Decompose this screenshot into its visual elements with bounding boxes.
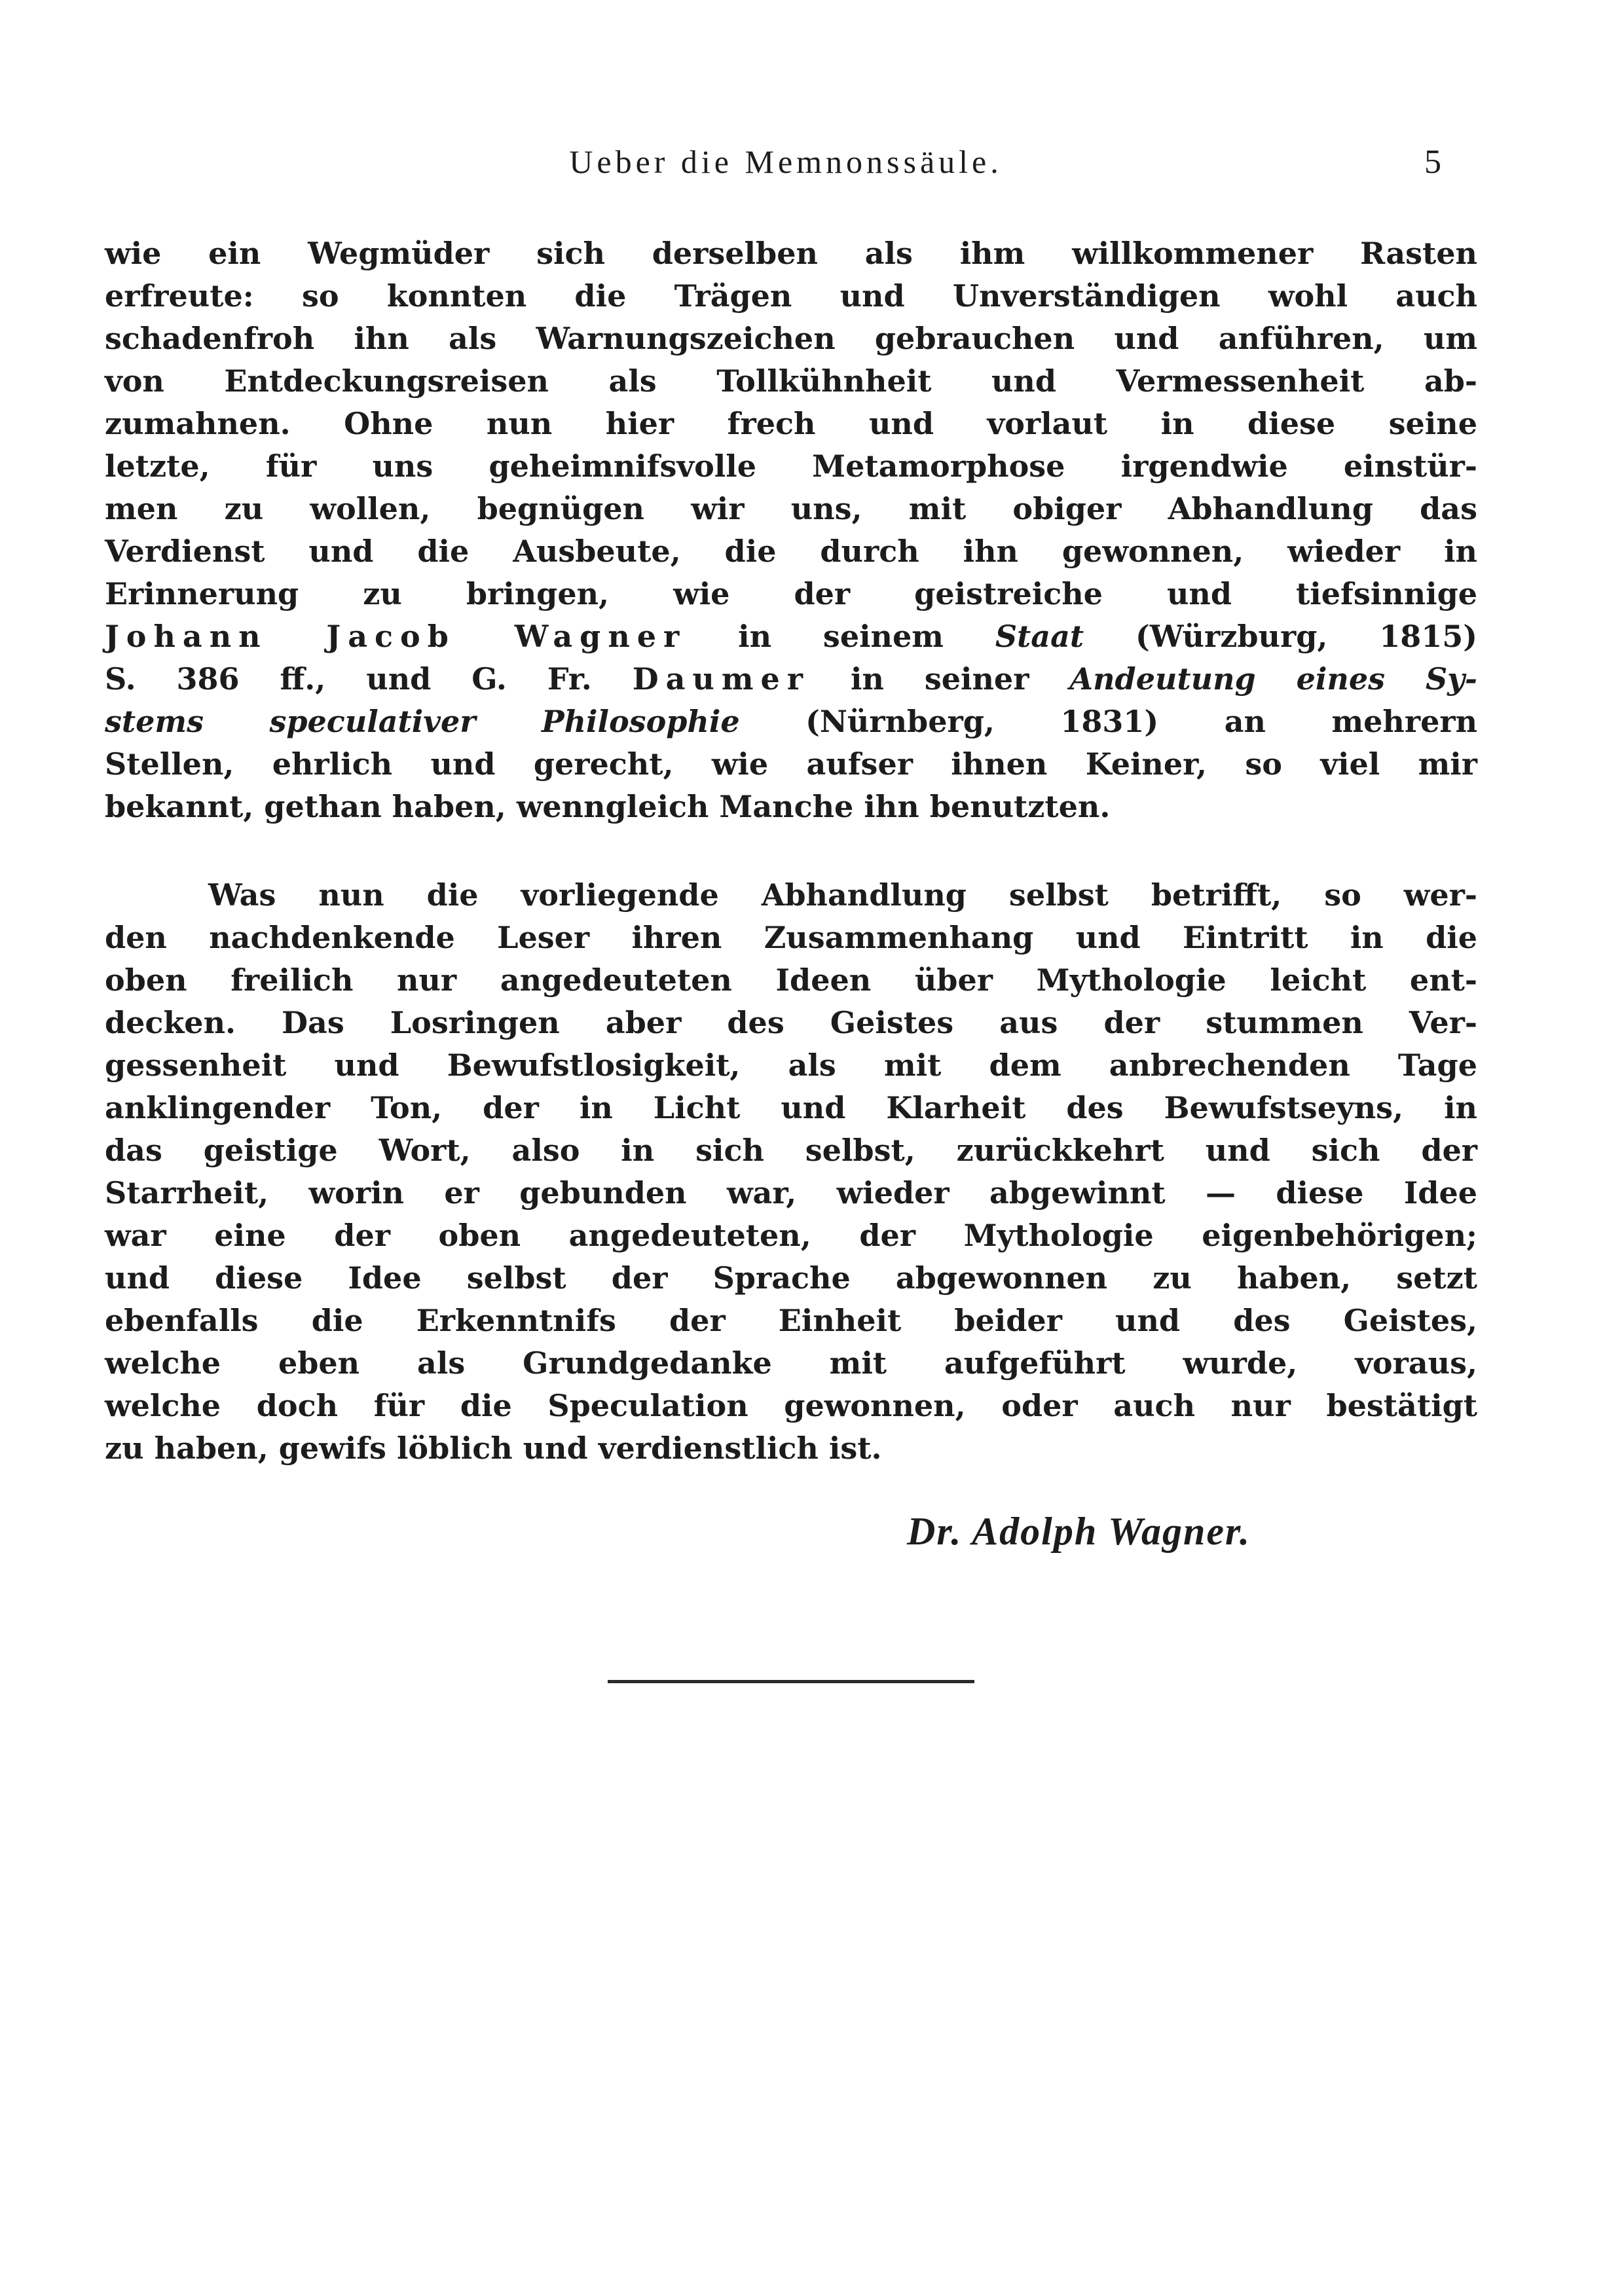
text-fragment: S. 386 ff., und G. Fr. <box>105 661 592 697</box>
text-line: Starrheit, worin er gebunden war, wieder abgewinnt — diese Idee <box>105 1175 1477 1211</box>
text-line <box>105 615 1477 658</box>
text-line: welche eben als Grundgedanke mit aufgeführt wurde, voraus, <box>105 1345 1477 1381</box>
author-name: Johann Jacob Wagner <box>105 619 687 654</box>
paragraph-1 <box>105 232 1477 828</box>
work-title: stems speculativer Philosophie <box>105 704 740 739</box>
text-line: oben freilich nur angedeuteten Ideen über Mythologie leicht ent- <box>105 962 1477 998</box>
text-line: den nachdenkende Leser ihren Zusammenhang und Eintritt in die <box>105 920 1477 955</box>
author-name: Daumer <box>632 661 811 697</box>
text-line: zu haben, gewifs löblich und verdienstlich ist. <box>105 1430 882 1466</box>
work-title: Staat <box>995 619 1084 654</box>
paragraph-2 <box>105 874 1477 1470</box>
text-line: Was nun die vorliegende Abhandlung selbst betrifft, so wer- <box>208 877 1477 913</box>
text-line: men zu wollen, begnügen wir uns, mit obiger Abhandlung das <box>105 491 1477 526</box>
text-fragment: in seiner <box>850 661 1029 697</box>
text-line <box>105 701 1477 743</box>
text-line: Verdienst und die Ausbeute, die durch ihn gewonnen, wieder in <box>105 534 1477 569</box>
page-number: 5 <box>1424 143 1441 181</box>
text-line: welche doch für die Speculation gewonnen, oder auch nur bestätigt <box>105 1388 1477 1423</box>
text-line: Stellen, ehrlich und gerecht, wie aufser ihnen Keiner, so viel mir <box>105 746 1477 782</box>
author-signature: Dr. Adolph Wagner. <box>907 1510 1251 1553</box>
text-line: das geistige Wort, also in sich selbst, zurückkehrt und sich der <box>105 1133 1477 1168</box>
text-line: bekannt, gethan haben, wenngleich Manche ihn benutzten. <box>105 789 1111 824</box>
text-line: gessenheit und Bewufstlosigkeit, als mit dem anbrechenden Tage <box>105 1048 1477 1083</box>
text-line: letzte, für uns geheimnifsvolle Metamorphose irgendwie einstür- <box>105 448 1477 484</box>
text-line: und diese Idee selbst der Sprache abgewonnen zu haben, setzt <box>105 1260 1477 1296</box>
text-line <box>105 658 1477 701</box>
text-line: Erinnerung zu bringen, wie der geistreiche und tiefsinnige <box>105 576 1477 611</box>
text-line: war eine der oben angedeuteten, der Mythologie eigenbehörigen; <box>105 1218 1477 1253</box>
text-line: decken. Das Losringen aber des Geistes aus der stummen Ver- <box>105 1005 1477 1040</box>
text-line: ebenfalls die Erkenntnifs der Einheit beider und des Geistes, <box>105 1303 1477 1338</box>
text-fragment: (Nürnberg, 1831) an mehrern <box>805 704 1478 739</box>
text-fragment: in seinem <box>738 619 944 654</box>
text-line: wie ein Wegmüder sich derselben als ihm willkommener Rasten <box>105 236 1477 271</box>
text-line: erfreute: so konnten die Trägen und Unverständigen wohl auch <box>105 278 1477 314</box>
running-title: Ueber die Memnonssäule. <box>569 143 1003 180</box>
work-title: Andeutung eines Sy- <box>1069 661 1478 697</box>
text-line: zumahnen. Ohne nun hier frech und vorlaut in diese seine <box>105 406 1477 441</box>
text-line: von Entdeckungsreisen als Tollkühnheit und Vermessenheit ab- <box>105 363 1477 399</box>
text-line: anklingender Ton, der in Licht und Klarheit des Bewufstseyns, in <box>105 1090 1477 1125</box>
section-divider <box>608 1680 974 1683</box>
text-line: schadenfroh ihn als Warnungszeichen gebrauchen und anführen, um <box>105 321 1477 356</box>
text-fragment: (Würzburg, 1815) <box>1135 619 1478 654</box>
